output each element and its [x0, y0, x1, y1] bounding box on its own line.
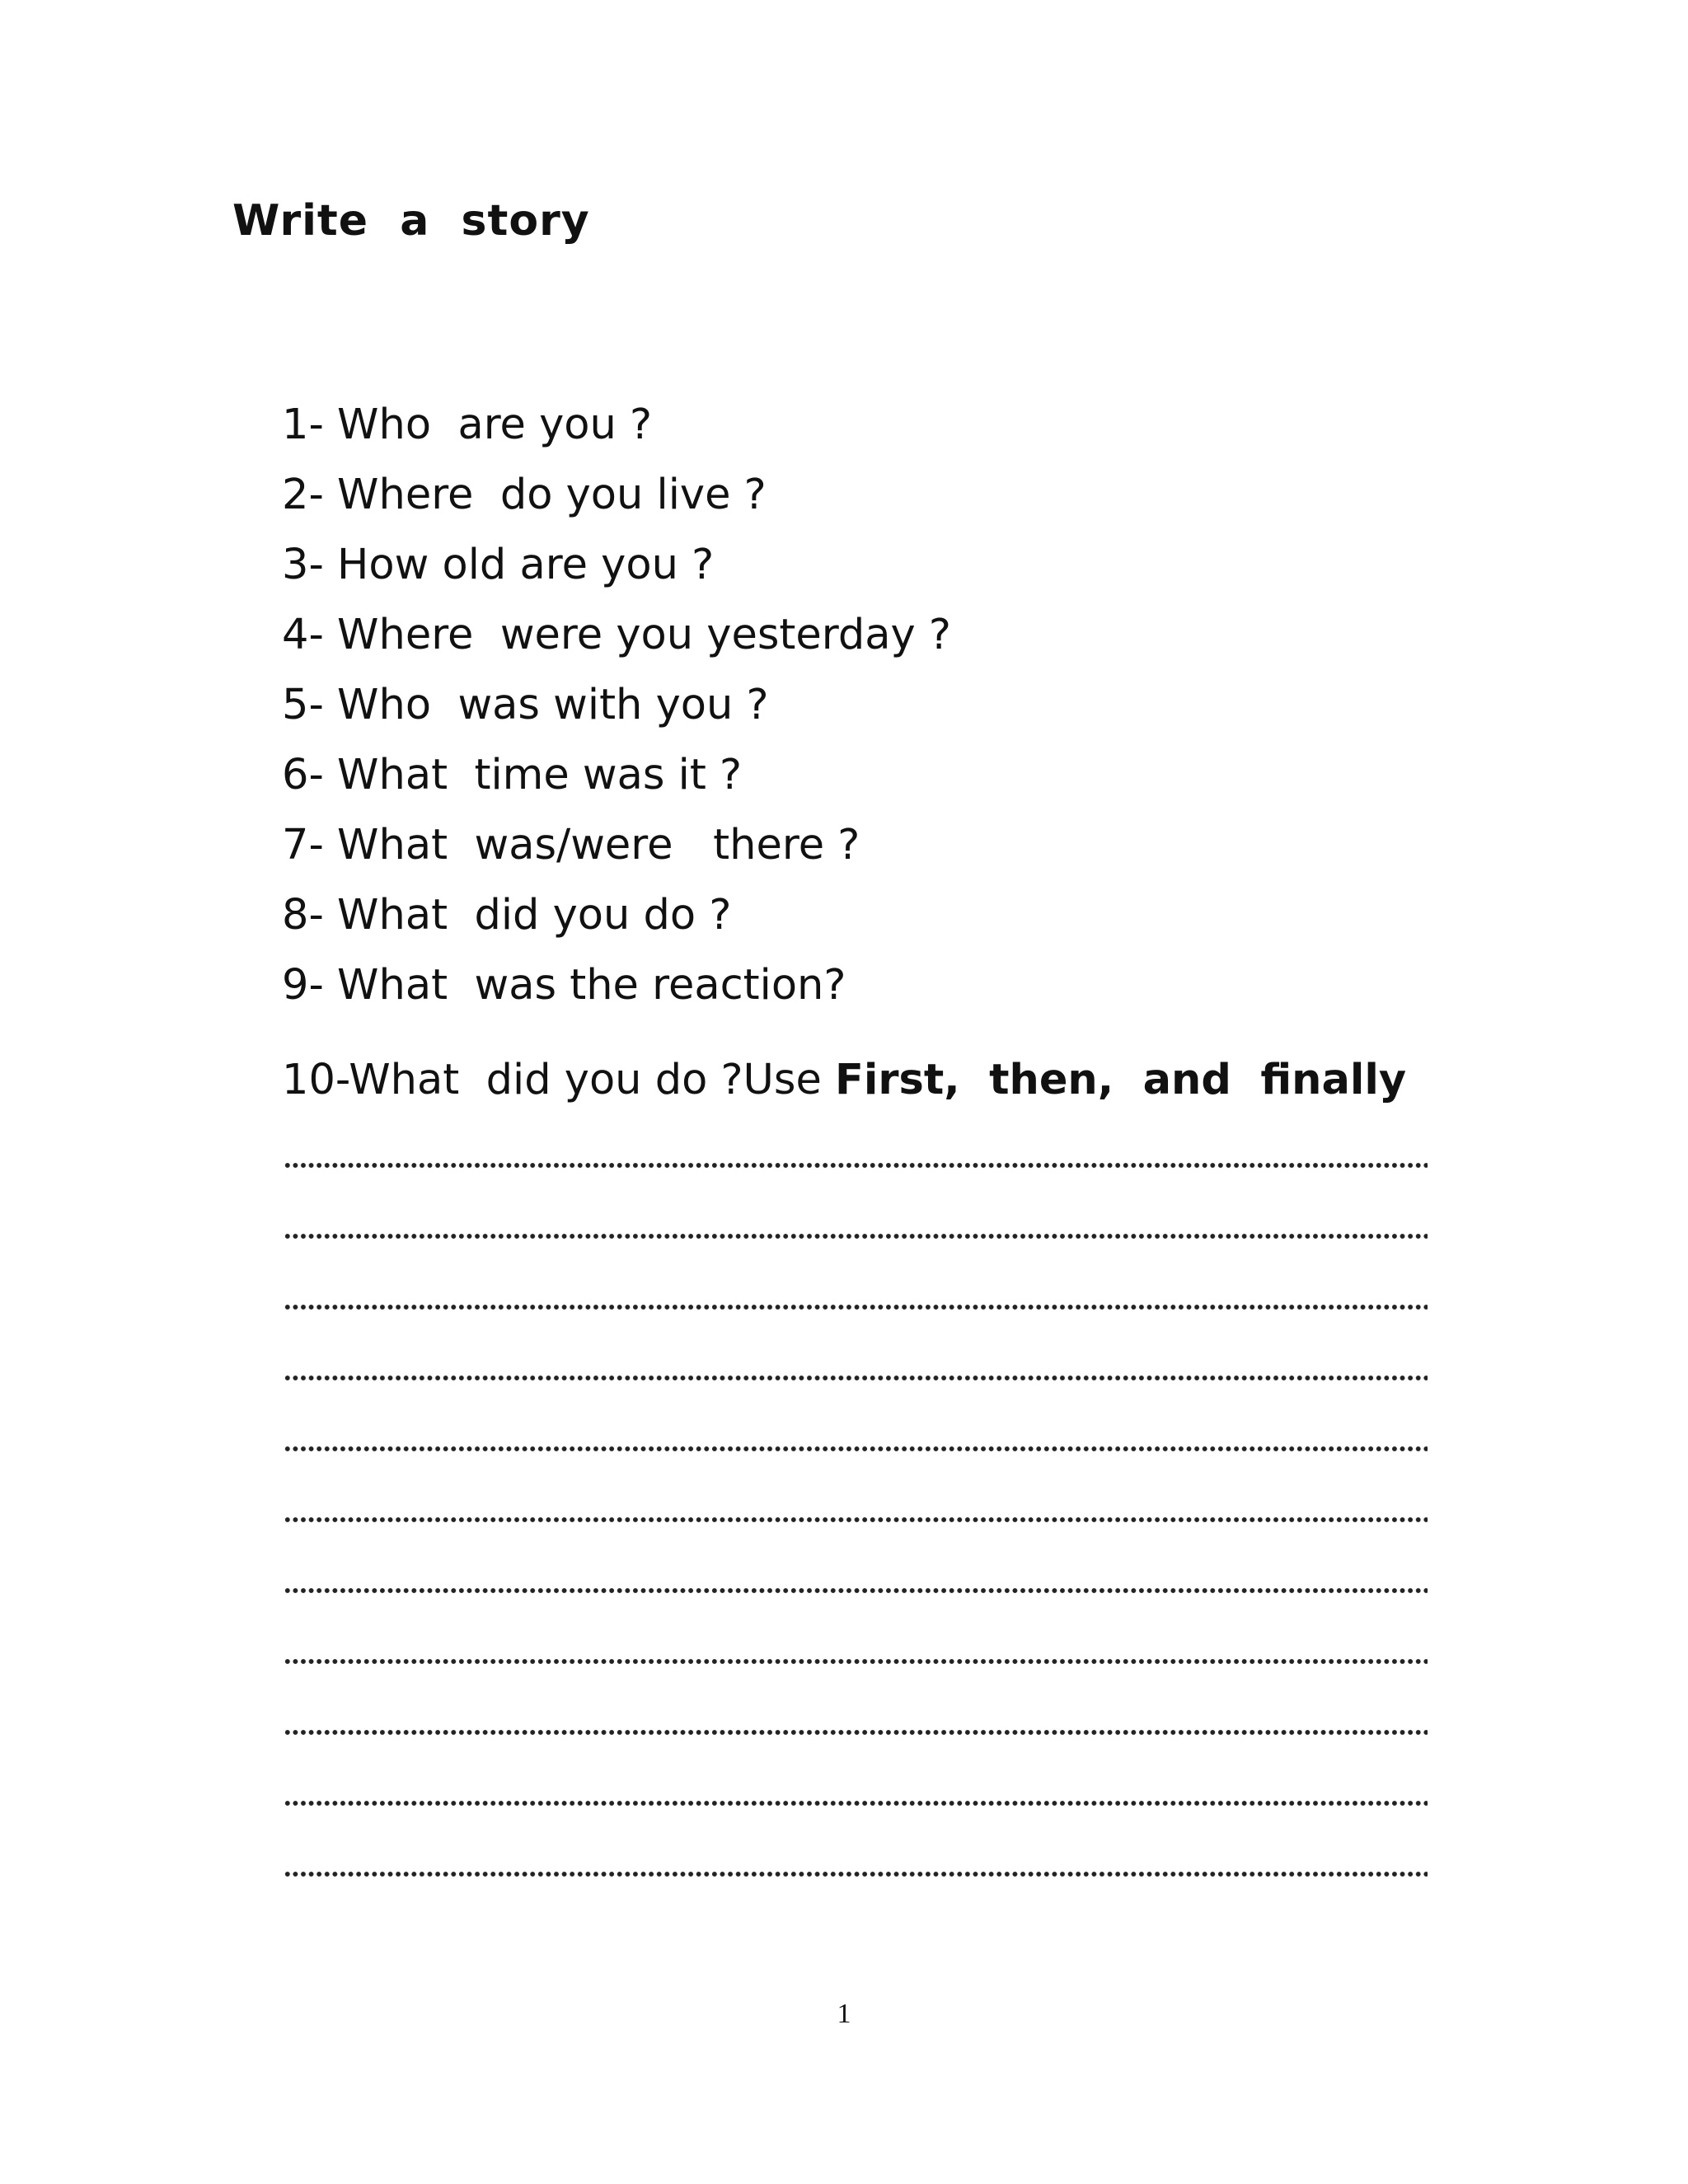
dotted-answer-line[interactable]: [284, 1729, 1428, 1736]
dotted-answer-line[interactable]: [284, 1800, 1428, 1807]
page-number: 1: [837, 1999, 851, 2029]
dotted-answer-line[interactable]: [284, 1871, 1428, 1877]
question-item: 2- Where do you live ?: [282, 471, 767, 519]
answer-lines: [284, 1162, 1428, 1942]
dotted-answer-line[interactable]: [284, 1658, 1428, 1665]
question-item-final: [282, 1051, 1406, 1121]
dotted-answer-line[interactable]: [284, 1516, 1428, 1523]
question-item: 4- Where were you yesterday ?: [282, 611, 951, 659]
dotted-answer-line[interactable]: [284, 1587, 1428, 1594]
question-item: 1- Who are you ?: [282, 401, 653, 449]
question-item: 3- How old are you ?: [282, 541, 715, 589]
question-item: 8- What did you do ?: [282, 891, 732, 940]
question-item: 9- What was the reaction?: [282, 961, 846, 1010]
dotted-answer-line[interactable]: [284, 1162, 1428, 1169]
question-list: [282, 396, 1406, 1121]
question-item: 5- Who was with you ?: [282, 681, 769, 729]
dotted-answer-line[interactable]: [284, 1233, 1428, 1240]
question-item: 6- What time was it ?: [282, 751, 743, 799]
sequence-words: First, then, and finally: [835, 1056, 1407, 1104]
final-question-text: 10-What did you do ?Use: [282, 1056, 836, 1104]
worksheet-title: Write a story: [232, 196, 590, 246]
dotted-answer-line[interactable]: [284, 1446, 1428, 1452]
dotted-answer-line[interactable]: [284, 1375, 1428, 1381]
dotted-answer-line[interactable]: [284, 1304, 1428, 1310]
question-item: 7- What was/were there ?: [282, 821, 860, 869]
